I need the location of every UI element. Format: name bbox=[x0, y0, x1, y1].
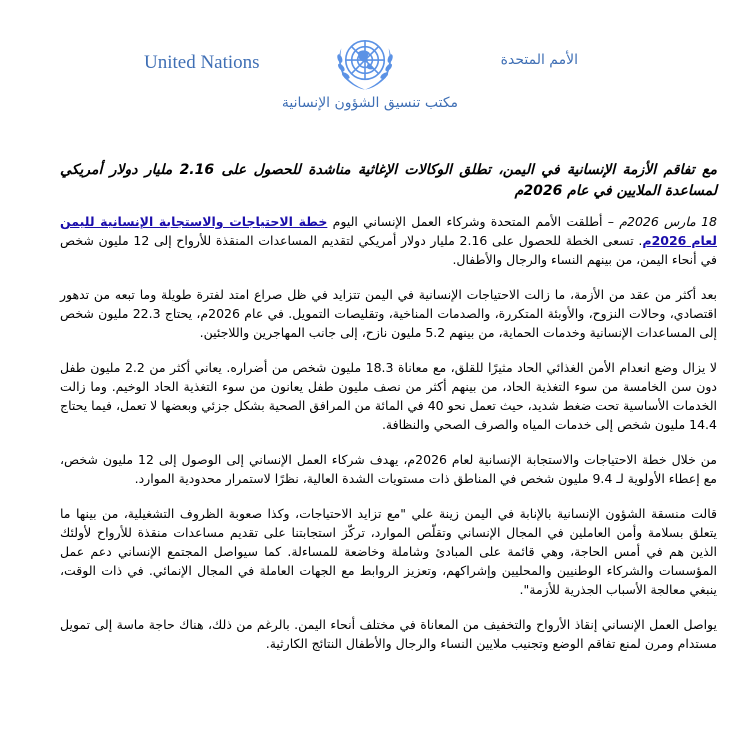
paragraph-intro bbox=[60, 212, 717, 269]
org-name-arabic: الأمم المتحدة bbox=[500, 52, 578, 68]
letterhead bbox=[0, 0, 750, 122]
paragraph-food-security: لا يزال وضع انعدام الأمن الغذائي الحاد مثيرًا للقلق، مع معاناة 18.3 مليون شخص من أضراره. يعاني أكثر من 2.2 مليون طفل دون سن الخامسة من سوء التغذية الحاد، من بينهم أكثر من نصف مليون طفل يعانون من سوء التغذية الحاد الوخيم. وما زالت الخدمات الأساسية تحت ضغط شديد، حيث تعمل نحو 40 في المائة من المرافق الصحية بشكل جزئي وبعضها لا تعمل، فيما يحتاج 14.4 مليون شخص إلى خدمات المياه والصرف الصحي والنظافة. bbox=[60, 360, 717, 432]
headline: مع تفاقم الأزمة الإنسانية في اليمن، تطلق الوكالات الإغاثية مناشدة للحصول على 2.16 مليار دولار أمريكي لمساعدة الملايين في عام 2026م bbox=[60, 162, 717, 199]
paragraph-targets: من خلال خطة الاحتياجات والاستجابة الإنسانية لعام 2026م، يهدف شركاء العمل الإنساني إلى الوصول إلى 12 مليون شخص، مع إعطاء الأولوية لـ 9.4 مليون شخص في المناطق ذات مستويات الشدة العالية، نظرًا لاستمرار محدودية الموارد. bbox=[60, 452, 717, 486]
intro-text-before: أطلقت الأمم المتحدة وشركاء العمل الإنساني اليوم bbox=[327, 214, 608, 229]
office-name-arabic: مكتب تنسيق الشؤون الإنسانية bbox=[281, 95, 459, 111]
dateline: 18 مارس 2026م – bbox=[607, 214, 718, 229]
paragraph-quote: قالت منسقة الشؤون الإنسانية بالإنابة في اليمن زينة علي "مع تزايد الاحتياجات، وكذا صعوبة الظروف التشغيلية، من بينها ما يتعلق بسلامة وأمن العاملين في المجال الإنساني وتقلّص الموارد، تركّز استجابتنا على تقديم مساعدات منقذة للأرواح لأولئك الذين هم في أمس الحاجة، وهي قائمة على المبادئ وشاملة وخاضعة للمساءلة. كما سيواصل المجتمع الإنساني دعم عمل المؤسسات والشركاء الوطنيين والمحليين وإشراكهم، وتعزيز الروابط مع الجهات العاملة في المجال الإنمائي. في ذات الوقت، ينبغي معالجة الأسباب الجذرية للأزمة". bbox=[60, 506, 717, 597]
org-name-english: United Nations bbox=[144, 52, 260, 73]
un-emblem-icon bbox=[328, 26, 402, 100]
paragraph-funding: يواصل العمل الإنساني إنقاذ الأرواح والتخفيف من المعاناة في مختلف أنحاء اليمن. بالرغم من ذلك، هناك حاجة ماسة إلى تمويل مستدام ومرن لمنع تفاقم الوضع وتجنيب ملايين النساء والرجال والأطفال النتائج الكارثية. bbox=[60, 617, 717, 651]
intro-text-after: . تسعى الخطة للحصول على 2.16 مليار دولار أمريكي لتقديم المساعدات المنقذة للأرواح إلى 12 مليون شخص في أنحاء اليمن، من بينهم النساء والرجال والأطفال. bbox=[60, 233, 717, 267]
paragraph-needs: بعد أكثر من عقد من الأزمة، ما زالت الاحتياجات الإنسانية في اليمن تتزايد في ظل صراع امتد لفترة طويلة وما تبعه من تدهور اقتصادي، وحالات النزوح، والأوبئة المتكررة، والصدمات المناخية، وتقليصات التمويل. في عام 2026م، يحتاج 22.3 مليون شخص إلى المساعدات الإنسانية وخدمات الحماية، من بينهم 5.2 مليون نازح، إلى جانب المهاجرين واللاجئين. bbox=[60, 287, 718, 340]
hnrp-link[interactable]: خطة الاحتياجات والاستجابة الإنسانية لليمن لعام 2026م bbox=[60, 214, 717, 248]
press-release-body bbox=[60, 160, 717, 669]
